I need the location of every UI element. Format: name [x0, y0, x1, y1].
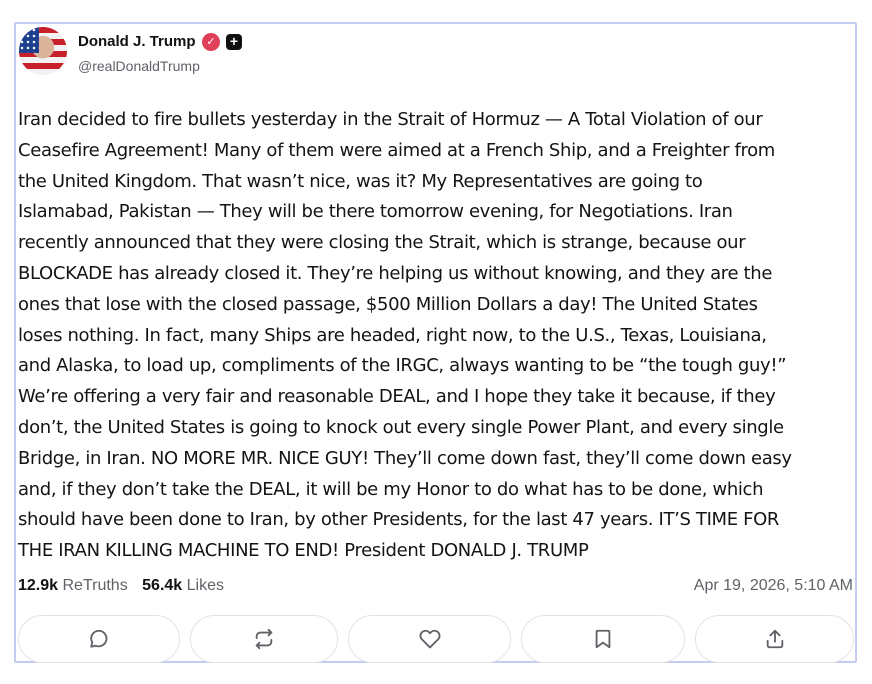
post-stats: [18, 577, 234, 595]
author-name[interactable]: Donald J. Trump: [78, 33, 196, 50]
verified-badge-icon: ✓: [202, 33, 220, 51]
post-timestamp[interactable]: Apr 19, 2026, 5:10 AM: [693, 577, 853, 594]
post-text: Iran decided to fire bullets yesterday in the Strait of Hormuz — A Total Violation of our Ceasefire Agreement! Many of them were aimed at a French Ship, and a Freighter from the United Kingdom. That wasn’t nice, was it? My Representatives are going to Islamabad, Pakistan — They will be there tomorrow evening, for Negotiations. Iran recently announced that they were closing the Strait, which is strange, because our BLOCKADE has already closed it. They’re helping us without knowing, and they are the ones that lose with the closed passage, $500 Million Dollars a day! The United States loses nothing. In fact, many Ships are headed, right now, to the U.S., Texas, Louisiana, and Alaska, to load up, compliments of the IRGC, always wanting to be “the tough guy!” We’re offering a very fair and reasonable DEAL, and I hope they take it because, if they don’t, the United States is going to knock out every single Power Plant, and every single Bridge, in Iran. NO MORE MR. NICE GUY! They’ll come down fast, they’ll come down easy and, if they don’t take the DEAL, it will be my Honor to do what has to be done, which should have been done to Iran, by other Presidents, for the last 47 years. IT’S TIME FOR THE IRAN KILLING MACHINE TO END! President DONALD J. TRUMP: [18, 109, 792, 562]
post-card: [14, 22, 857, 663]
retruths-stat[interactable]: [18, 577, 128, 594]
heart-icon: [419, 628, 441, 650]
author-handle[interactable]: @realDonaldTrump: [78, 58, 200, 74]
likes-count: 56.4k: [142, 577, 183, 594]
likes-stat[interactable]: [142, 577, 224, 594]
bookmark-button[interactable]: [521, 615, 685, 663]
retruths-label: ReTruths: [62, 577, 128, 594]
retruths-count: 12.9k: [18, 577, 59, 594]
like-button[interactable]: [348, 615, 511, 663]
plus-badge-icon: +: [226, 34, 242, 50]
reply-button[interactable]: [18, 615, 180, 663]
share-icon: [764, 628, 786, 650]
repost-icon: [253, 628, 275, 650]
likes-label: Likes: [186, 577, 225, 594]
share-button[interactable]: [695, 615, 854, 663]
comment-icon: [88, 628, 110, 650]
action-bar: [16, 615, 855, 663]
avatar[interactable]: [19, 27, 67, 75]
retruth-button[interactable]: [190, 615, 338, 663]
bookmark-icon: [592, 628, 614, 650]
